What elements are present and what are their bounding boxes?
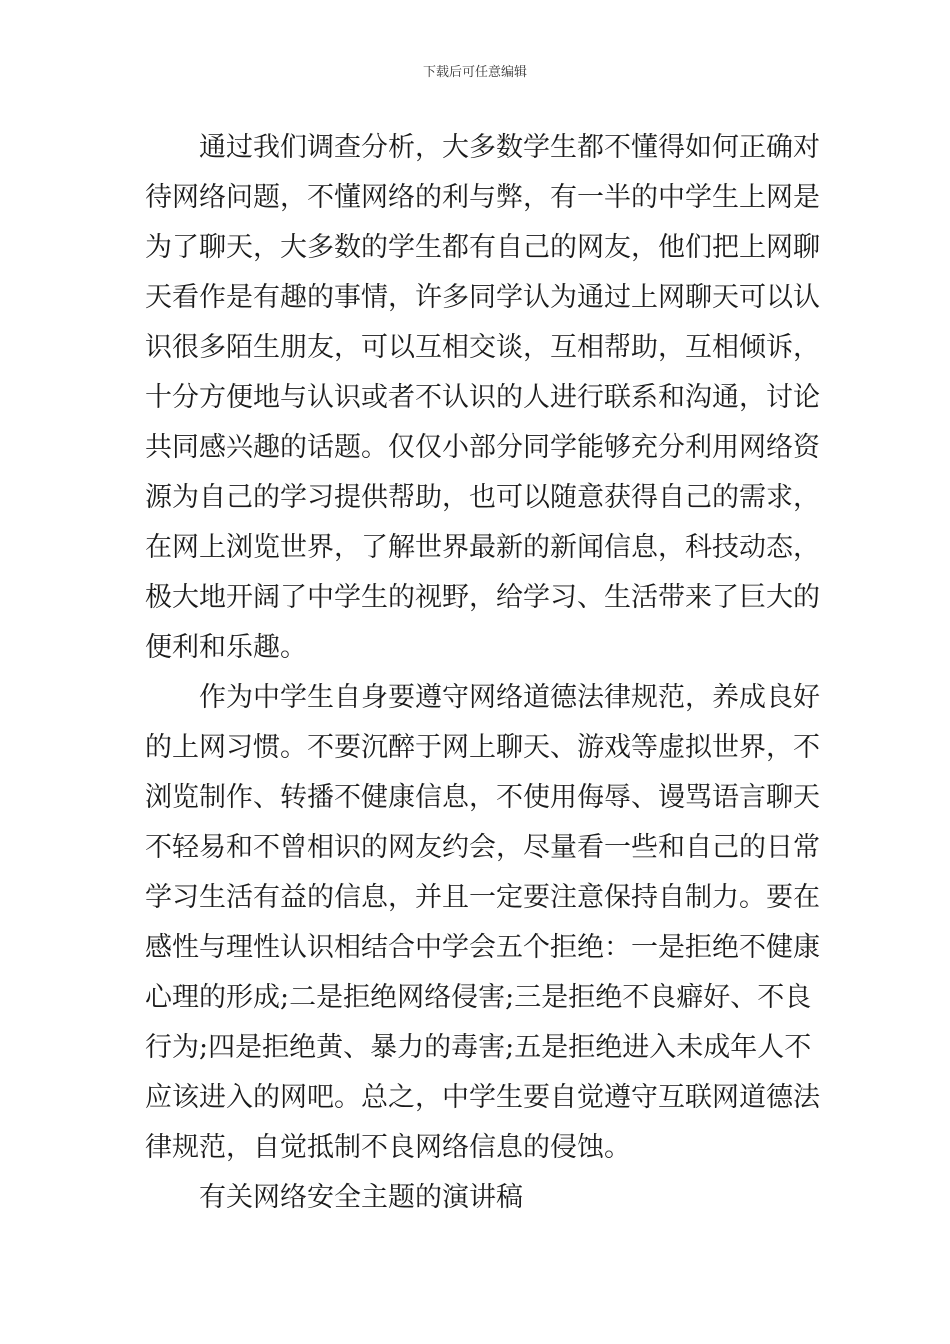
text-line: 不轻易和不曾相识的网友约会，尽量看一些和自己的日常 — [145, 832, 820, 863]
text-line: 为了聊天，大多数的学生都有自己的网友，他们把上网聊 — [145, 232, 820, 263]
text-line: 作为中学生自身要遵守网络道德法律规范，养成良好 — [199, 682, 820, 713]
text-line: 源为自己的学习提供帮助，也可以随意获得自己的需求， — [145, 482, 820, 513]
text-line: 通过我们调查分析，大多数学生都不懂得如何正确对 — [199, 132, 820, 163]
text-line: 识很多陌生朋友，可以互相交谈，互相帮助，互相倾诉， — [145, 332, 820, 363]
text-line: 心理的形成;二是拒绝网络侵害;三是拒绝不良癖好、不良 — [145, 982, 812, 1013]
page-header: 下载后可任意编辑 — [422, 65, 527, 80]
paragraph-2 — [145, 673, 820, 1173]
text-line: 浏览制作、转播不健康信息，不使用侮辱、谩骂语言聊天 — [145, 782, 820, 813]
section-title — [145, 1173, 807, 1223]
text-line: 便利和乐趣。 — [145, 632, 307, 663]
paragraph-1 — [145, 123, 820, 673]
text-line: 极大地开阔了中学生的视野，给学习、生活带来了巨大的 — [145, 582, 820, 613]
text-line: 天看作是有趣的事情，许多同学认为通过上网聊天可以认 — [145, 282, 820, 313]
text-line: 待网络问题，不懂网络的利与弊，有一半的中学生上网是 — [145, 182, 820, 213]
document-body — [145, 123, 820, 1223]
text-line: 律规范，自觉抵制不良网络信息的侵蚀。 — [145, 1132, 631, 1163]
section-title-text: 有关网络安全主题的演讲稿 — [199, 1182, 523, 1213]
text-line: 感性与理性认识相结合中学会五个拒绝：一是拒绝不健康 — [145, 932, 820, 963]
text-line: 应该进入的网吧。总之，中学生要自觉遵守互联网道德法 — [145, 1082, 820, 1113]
text-line: 共同感兴趣的话题。仅仅小部分同学能够充分利用网络资 — [145, 432, 820, 463]
text-line: 的上网习惯。不要沉醉于网上聊天、游戏等虚拟世界，不 — [145, 732, 820, 763]
text-line: 行为;四是拒绝黄、暴力的毒害;五是拒绝进入未成年人不 — [145, 1032, 812, 1063]
text-line: 学习生活有益的信息，并且一定要注意保持自制力。要在 — [145, 882, 820, 913]
text-line: 在网上浏览世界，了解世界最新的新闻信息，科技动态， — [145, 532, 820, 563]
text-line: 十分方便地与认识或者不认识的人进行联系和沟通，讨论 — [145, 382, 820, 413]
